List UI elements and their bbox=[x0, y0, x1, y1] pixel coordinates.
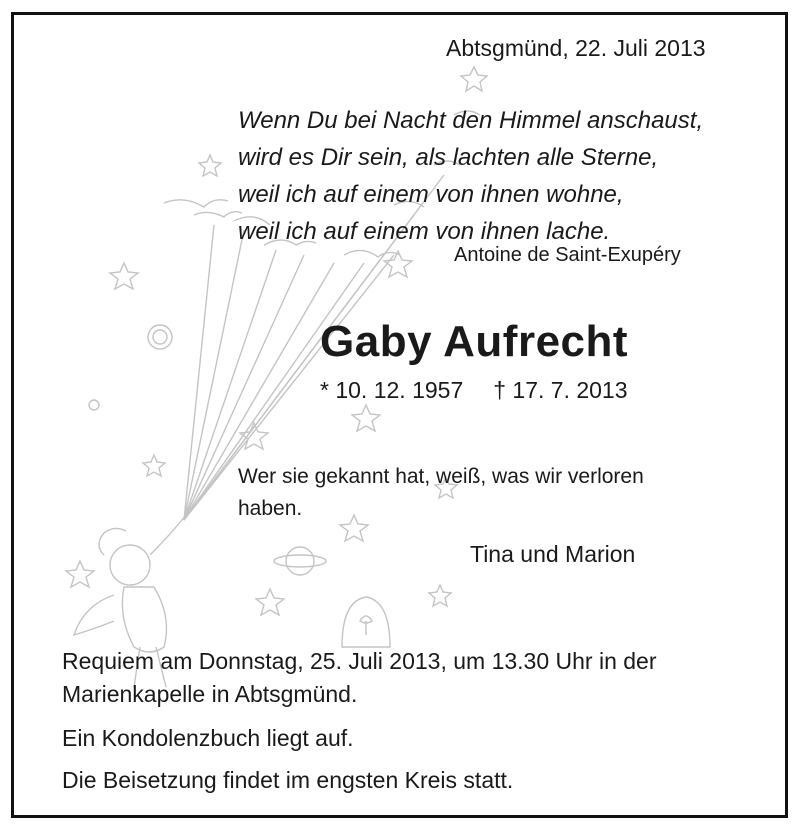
obituary-notice bbox=[11, 12, 788, 818]
requiem-info: Requiem am Donnstag, 25. Juli 2013, um 13.30 Uhr in der Marienkapelle in Abtsgmünd. bbox=[62, 648, 657, 707]
condolence-book-note: Ein Kondolenzbuch liegt auf. bbox=[62, 725, 354, 751]
poem-line: weil ich auf einem von ihnen wohne, bbox=[238, 181, 624, 208]
star-icon bbox=[384, 251, 412, 277]
signers: Tina und Marion bbox=[470, 541, 636, 567]
poem-line: weil ich auf einem von ihnen lache. bbox=[238, 218, 611, 245]
star-icon bbox=[110, 263, 138, 289]
star-icon bbox=[199, 155, 221, 176]
birth-date: * 10. 12. 1957 bbox=[320, 377, 464, 403]
star-icon bbox=[461, 67, 487, 91]
memorial-saying: Wer sie gekannt hat, weiß, was wir verloren haben. bbox=[238, 465, 644, 520]
planet-icon bbox=[148, 325, 172, 349]
bird-icon bbox=[164, 200, 228, 207]
life-dates bbox=[320, 377, 628, 404]
star-icon bbox=[352, 405, 380, 431]
burial-note: Die Beisetzung findet im engsten Kreis statt. bbox=[62, 767, 514, 793]
poem-line: Wenn Du bei Nacht den Himmel anschaust, bbox=[238, 107, 704, 134]
place-date: Abtsgmünd, 22. Juli 2013 bbox=[446, 35, 706, 61]
planet-icon bbox=[286, 547, 314, 575]
poem-line: wird es Dir sein, als lachten alle Sterne, bbox=[238, 144, 659, 171]
planet-icon bbox=[89, 400, 99, 410]
star-icon bbox=[429, 585, 451, 606]
deceased-name: Gaby Aufrecht bbox=[320, 317, 629, 366]
poem bbox=[238, 102, 703, 250]
star-icon bbox=[256, 589, 284, 615]
poem-author: Antoine de Saint-Exupéry bbox=[454, 244, 681, 266]
death-date: † 17. 7. 2013 bbox=[493, 377, 628, 403]
star-icon bbox=[143, 455, 165, 476]
star-icon bbox=[66, 561, 94, 587]
